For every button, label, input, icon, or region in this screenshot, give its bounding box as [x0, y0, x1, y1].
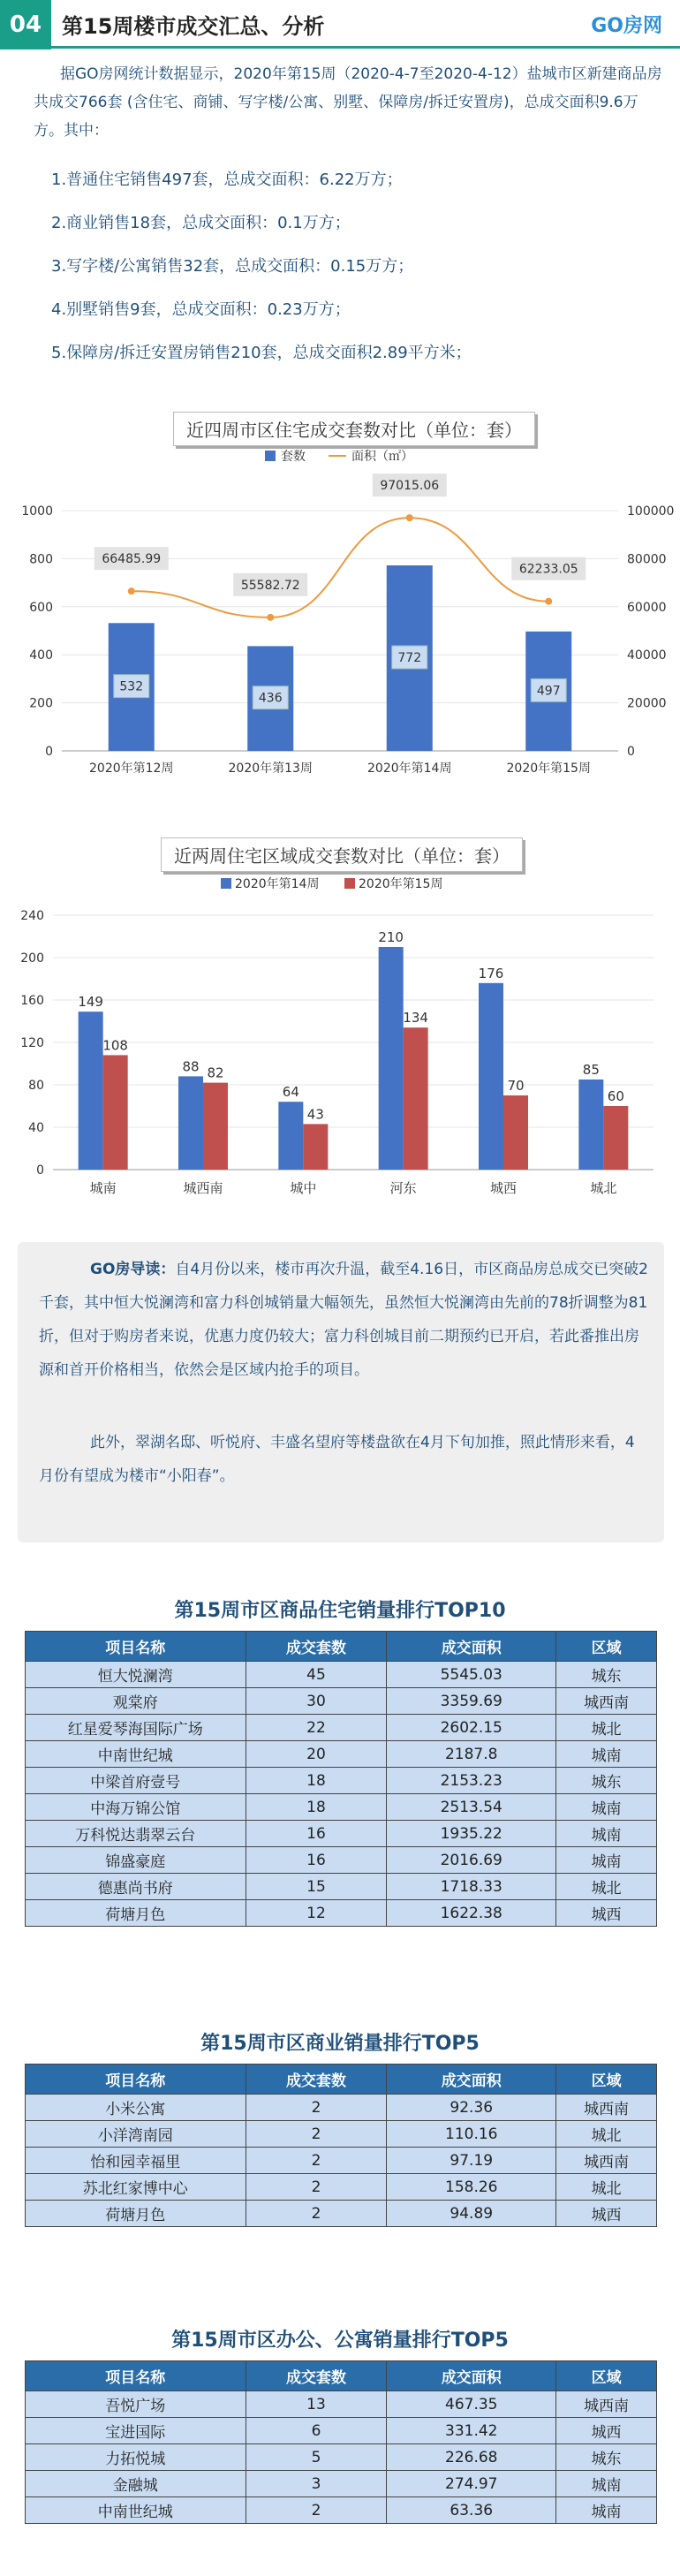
guide-paragraph-1 [39, 1253, 648, 1387]
x-tick-label: 2020年第12周 [89, 761, 174, 776]
table-cell: 城东 [556, 1662, 657, 1688]
legend-swatch-count [265, 451, 276, 461]
residential-top10-table [25, 1631, 657, 1927]
table-cell: 锦盛豪庭 [26, 1847, 246, 1874]
table-cell: 15 [246, 1874, 387, 1900]
y-tick-label: 40 [28, 1121, 44, 1135]
table-cell: 城北 [556, 2121, 657, 2148]
table2-title: 第15周市区商业销量排行TOP5 [200, 2033, 480, 2055]
legend-label-area: 面积（㎡） [351, 450, 413, 464]
table-cell: 小米公寓 [26, 2095, 246, 2121]
table-cell: 18 [246, 1768, 387, 1794]
table-cell: 城东 [556, 1768, 657, 1794]
bar-week15 [603, 1106, 628, 1170]
bar-label-week14: 88 [182, 1058, 200, 1075]
guide-paragraph-2: 此外，翠湖名邸、听悦府、丰盛名望府等楼盘欲在4月下旬加推，照此情形来看，4月份有望成为楼市“小阳春”。 [39, 1434, 635, 1485]
bar-label-week14: 210 [378, 929, 404, 945]
bar-week14 [578, 1080, 603, 1170]
table-cell: 12 [246, 1900, 387, 1927]
summary-item: 3.写字楼/公寓销售32套，总成交面积：0.15万方； [51, 257, 414, 276]
bar-week15 [103, 1055, 128, 1170]
table-cell: 万科悦达翡翠云台 [26, 1821, 246, 1847]
summary-item: 5.保障房/拆迁安置房销售210套，总成交面积2.89平方米； [51, 344, 472, 362]
table-cell: 中南世纪城 [26, 1741, 246, 1768]
line-value-label: 55582.72 [240, 578, 300, 593]
table-row [26, 2174, 657, 2201]
x-tick-label: 2020年第15周 [506, 761, 591, 776]
table-row [26, 1662, 657, 1688]
table-row [26, 1741, 657, 1768]
y-tick-label: 200 [29, 696, 53, 711]
table-row [26, 2497, 657, 2524]
bar-week15 [203, 1083, 228, 1170]
y-tick-label: 80 [28, 1079, 44, 1093]
bar-week14 [479, 983, 503, 1170]
table-header-row [26, 2361, 657, 2391]
table-cell: 城北 [556, 1874, 657, 1900]
table-cell: 63.36 [387, 2497, 556, 2524]
table-row [26, 2418, 657, 2444]
table-row [26, 2201, 657, 2227]
chart2-svg [0, 869, 680, 1223]
table-cell: 16 [246, 1821, 387, 1847]
table-cell: 城西 [556, 2418, 657, 2444]
table-cell: 城南 [556, 1794, 657, 1821]
table-row [26, 2095, 657, 2121]
table-cell: 2 [246, 2095, 387, 2121]
table-row [26, 1874, 657, 1900]
intro-paragraph: 据GO房网统计数据显示，2020年第15周（2020-4-7至2020-4-12）盐城市区新建商品房共成交766套 (含住宅、商铺、写字楼/公寓、别墅、保障房/拆迁安置房)，总成交面积9.6万方。其中： [34, 65, 662, 140]
table-cell: 2 [246, 2148, 387, 2174]
table-cell: 45 [246, 1662, 387, 1688]
legend-swatch-week14 [221, 878, 231, 889]
y-tick-label: 160 [20, 994, 44, 1008]
brand-logo: GO房网 [591, 15, 662, 37]
table-row [26, 1715, 657, 1741]
column-header: 成交套数 [246, 2361, 387, 2391]
table-cell: 94.89 [387, 2201, 556, 2227]
line-value-label: 97015.06 [380, 479, 440, 494]
table-row [26, 2148, 657, 2174]
bar-value-label: 436 [258, 691, 283, 706]
table-cell: 5 [246, 2444, 387, 2471]
table-cell: 110.16 [387, 2121, 556, 2148]
table-cell: 1935.22 [387, 1821, 556, 1847]
table-cell: 2513.54 [387, 1794, 556, 1821]
bar-week15 [503, 1095, 528, 1170]
line-area [132, 518, 549, 617]
table-cell: 18 [246, 1794, 387, 1821]
y-tick-label: 0 [45, 745, 53, 759]
table-cell: 97.19 [387, 2148, 556, 2174]
column-header: 成交套数 [246, 2065, 387, 2095]
table-cell: 2 [246, 2497, 387, 2524]
table1-title: 第15周市区商品住宅销量排行TOP10 [174, 1600, 506, 1622]
commercial-top5-table [25, 2064, 657, 2227]
y-tick-label: 120 [20, 1036, 44, 1050]
column-header: 项目名称 [26, 1632, 246, 1662]
y-tick-label: 0 [36, 1163, 44, 1178]
table-row [26, 1688, 657, 1715]
table-cell: 2 [246, 2201, 387, 2227]
table-cell: 226.68 [387, 2444, 556, 2471]
table-cell: 16 [246, 1847, 387, 1874]
bar-week14 [278, 1102, 303, 1170]
y2-tick-label: 20000 [627, 696, 667, 711]
bar-label-week14: 64 [282, 1084, 299, 1101]
bar-label-week14: 149 [78, 994, 103, 1011]
table-cell: 城南 [556, 2471, 657, 2497]
line-point [406, 514, 413, 521]
table-cell: 荷塘月色 [26, 1900, 246, 1927]
y-tick-label: 200 [20, 951, 44, 966]
bar-label-week15: 108 [102, 1037, 128, 1054]
table-cell: 观棠府 [26, 1688, 246, 1715]
table-cell: 城南 [556, 1821, 657, 1847]
table-cell: 城北 [556, 2174, 657, 2201]
column-header: 区域 [556, 2065, 657, 2095]
y-tick-label: 1000 [21, 504, 53, 519]
page-header [0, 0, 680, 49]
x-tick-label: 城南 [89, 1180, 117, 1196]
legend-label-count: 套数 [281, 450, 306, 464]
bar-label-week15: 43 [306, 1106, 324, 1123]
legend-label-week15: 2020年第15周 [359, 877, 443, 891]
line-point [267, 614, 274, 621]
legend-swatch-week15 [344, 878, 355, 889]
y-tick-label: 240 [20, 909, 44, 923]
table-row [26, 1768, 657, 1794]
table-cell: 467.35 [387, 2391, 556, 2418]
column-header: 项目名称 [26, 2361, 246, 2391]
summary-item: 4.别墅销售9套，总成交面积：0.23万方； [51, 300, 351, 319]
table-cell: 2153.23 [387, 1768, 556, 1794]
y2-tick-label: 80000 [627, 552, 667, 567]
table-cell: 城东 [556, 2444, 657, 2471]
table-row [26, 1794, 657, 1821]
line-value-label: 62233.05 [518, 562, 578, 577]
table-cell: 13 [246, 2391, 387, 2418]
column-header: 成交面积 [387, 2361, 556, 2391]
bar-week15 [303, 1124, 328, 1170]
table-cell: 2 [246, 2121, 387, 2148]
table-row [26, 1847, 657, 1874]
bar-label-week15: 70 [507, 1078, 525, 1094]
chart1-svg [0, 442, 680, 822]
table-cell: 怡和园幸福里 [26, 2148, 246, 2174]
table-cell: 30 [246, 1688, 387, 1715]
table-cell: 城北 [556, 1715, 657, 1741]
y2-tick-label: 60000 [627, 600, 667, 615]
bar-week14 [178, 1076, 203, 1170]
section-number: 04 [0, 0, 51, 49]
line-point [128, 587, 135, 595]
table-cell: 331.42 [387, 2418, 556, 2444]
table-row [26, 2121, 657, 2148]
table-cell: 1622.38 [387, 1900, 556, 1927]
table-cell: 2187.8 [387, 1741, 556, 1768]
x-tick-label: 城西南 [183, 1180, 223, 1196]
table-cell: 金融城 [26, 2471, 246, 2497]
table-cell: 3359.69 [387, 1688, 556, 1715]
bar-label-week15: 60 [607, 1088, 624, 1104]
bar-label-week14: 176 [478, 965, 504, 981]
table-cell: 2602.15 [387, 1715, 556, 1741]
table-row [26, 1900, 657, 1927]
table3-title: 第15周市区办公、公寓销量排行TOP5 [171, 2330, 509, 2352]
guide-text-1: 自4月份以来，楼市再次升温，截至4.16日，市区商品房总成交已突破2千套，其中恒大悦澜湾和富力科创城销量大幅领先，虽然恒大悦澜湾由先前的78折调整为81折，但对于购房者来说，优惠力度仍较大；富力科创城目前二期预约已开启，若此番推出房源和首开价格相当，依然会是区域内抢手的项目。 [39, 1261, 648, 1379]
table-header-row [26, 1632, 657, 1662]
line-point [545, 598, 552, 605]
bar-week14 [379, 947, 404, 1170]
line-value-label: 66485.99 [102, 552, 162, 567]
column-header: 成交套数 [246, 1632, 387, 1662]
chart1-title: 近四周市区住宅成交套数对比（单位：套） [173, 412, 535, 446]
x-tick-label: 河东 [389, 1180, 417, 1196]
guide-box [18, 1242, 664, 1542]
office-top5-table [25, 2360, 657, 2524]
table-cell: 274.97 [387, 2471, 556, 2497]
x-tick-label: 2020年第14周 [367, 761, 452, 776]
legend-label-week14: 2020年第14周 [235, 877, 320, 891]
table-cell: 20 [246, 1741, 387, 1768]
table-cell: 宝进国际 [26, 2418, 246, 2444]
table-row [26, 1821, 657, 1847]
page-title: 第15周楼市成交汇总、分析 [62, 14, 325, 39]
y-tick-label: 400 [29, 648, 53, 663]
y-tick-label: 800 [29, 552, 53, 567]
table-cell: 红星爱琴海国际广场 [26, 1715, 246, 1741]
bar-week15 [404, 1027, 428, 1170]
bar-value-label: 772 [397, 651, 422, 666]
table-cell: 2016.69 [387, 1847, 556, 1874]
bar-label-week15: 82 [207, 1064, 224, 1081]
table-cell: 城西 [556, 1900, 657, 1927]
bar-value-label: 497 [536, 684, 561, 699]
bar-label-week15: 134 [403, 1010, 428, 1027]
bar-value-label: 532 [119, 679, 144, 694]
table-cell: 城南 [556, 2497, 657, 2524]
table-cell: 158.26 [387, 2174, 556, 2201]
header-divider [51, 46, 680, 49]
table-cell: 恒大悦澜湾 [26, 1662, 246, 1688]
table-cell: 城西南 [556, 2391, 657, 2418]
table-cell: 城西南 [556, 1688, 657, 1715]
guide-lead: GO房导读： [90, 1261, 176, 1278]
chart2-title: 近两周住宅区域成交套数对比（单位：套） [161, 837, 523, 872]
table-row [26, 2471, 657, 2497]
table-row [26, 2391, 657, 2418]
column-header: 成交面积 [387, 2065, 556, 2095]
table-cell: 城南 [556, 1847, 657, 1874]
table-cell: 中海万锦公馆 [26, 1794, 246, 1821]
bar-label-week14: 85 [582, 1062, 600, 1078]
x-tick-label: 2020年第13周 [228, 761, 313, 776]
table-cell: 中南世纪城 [26, 2497, 246, 2524]
column-header: 成交面积 [387, 1632, 556, 1662]
table-row [26, 2444, 657, 2471]
table-cell: 中梁首府壹号 [26, 1768, 246, 1794]
table-cell: 5545.03 [387, 1662, 556, 1688]
table-cell: 6 [246, 2418, 387, 2444]
table-cell: 城西南 [556, 2095, 657, 2121]
x-tick-label: 城北 [590, 1180, 617, 1196]
table-cell: 吾悦广场 [26, 2391, 246, 2418]
table-cell: 城南 [556, 1741, 657, 1768]
table-cell: 力拓悦城 [26, 2444, 246, 2471]
table-cell: 92.36 [387, 2095, 556, 2121]
summary-item: 2.商业销售18套，总成交面积：0.1万方； [51, 214, 351, 232]
x-tick-label: 城西 [489, 1180, 518, 1196]
y-tick-label: 600 [29, 600, 53, 615]
summary-item: 1.普通住宅销售497套，总成交面积：6.22万方； [51, 170, 403, 189]
table-cell: 城西南 [556, 2148, 657, 2174]
column-header: 区域 [556, 2361, 657, 2391]
table-cell: 德惠尚书府 [26, 1874, 246, 1900]
y2-tick-label: 100000 [627, 504, 675, 519]
column-header: 项目名称 [26, 2065, 246, 2095]
table-cell: 3 [246, 2471, 387, 2497]
x-tick-label: 城中 [290, 1180, 317, 1196]
y2-tick-label: 40000 [627, 648, 667, 663]
table-cell: 22 [246, 1715, 387, 1741]
y2-tick-label: 0 [627, 745, 635, 759]
table-cell: 2 [246, 2174, 387, 2201]
bar-week14 [79, 1011, 103, 1170]
table-cell: 1718.33 [387, 1874, 556, 1900]
table-cell: 荷塘月色 [26, 2201, 246, 2227]
column-header: 区域 [556, 1632, 657, 1662]
table-cell: 城西 [556, 2201, 657, 2227]
table-cell: 苏北红家博中心 [26, 2174, 246, 2201]
table-cell: 小洋湾南园 [26, 2121, 246, 2148]
table-header-row [26, 2065, 657, 2095]
